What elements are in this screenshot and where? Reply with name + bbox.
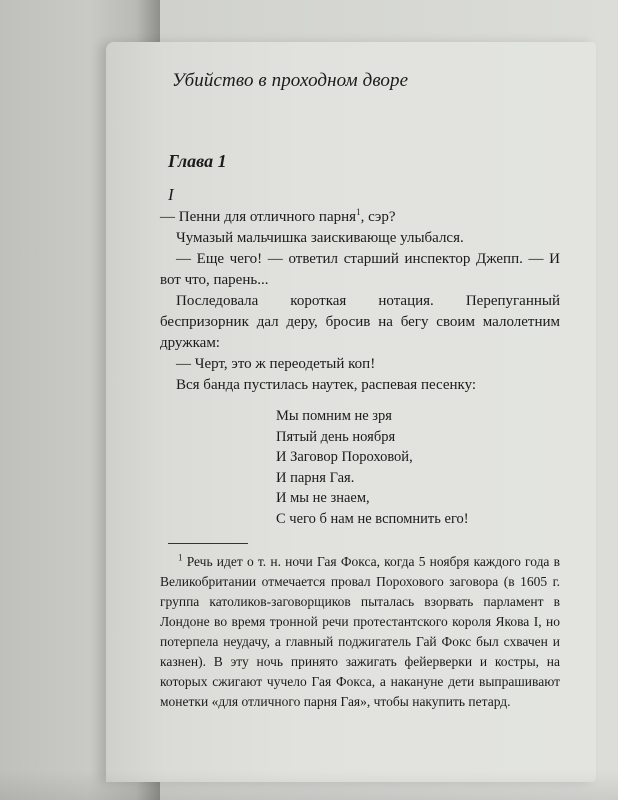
verse-line: И парня Гая. xyxy=(276,469,355,486)
verse-line: И мы не знаем, xyxy=(276,490,370,506)
verse-line: С чего б нам не вспомнить его! xyxy=(276,510,469,527)
bottom-shadow xyxy=(0,770,618,800)
verse-line: И Заговор Пороховой, xyxy=(276,449,413,465)
footnote-text: Речь идет о т. н. ночи Гая Фокса, когда 5 ноября каждого года в Великобритании отмечается провал Порохового заговора (в 1605 г. группа католиков-заговорщиков пыталась взорвать парламент в Лондоне во время тронной речи протестантского короля Якова I, но потерпела неудачу, а главный поджигатель Гай Фокс был схвачен и казнен). В эту ночь принято зажигать фейерверки и костры, на которых сжигают чучело Гая Фокса, а накануне дети выпрашивают монетки «для отличного парня Гая», чтобы накупить петард. xyxy=(160,554,560,709)
running-title: Убийство в проходном дворе xyxy=(172,70,409,91)
paragraph-1-tail: , сэр? xyxy=(360,209,396,225)
paragraph-1-text: — Пенни для отличного парня xyxy=(160,209,357,225)
verse xyxy=(276,406,560,529)
paragraph-5: — Черт, это ж переодетый коп! xyxy=(176,356,376,372)
footnote xyxy=(160,552,560,712)
page-content xyxy=(160,70,560,712)
paragraph-1 xyxy=(160,207,560,228)
footnote-divider xyxy=(168,543,248,544)
paragraph-3: — Еще чего! — ответил старший инспектор Джепп. — И вот что, парень... xyxy=(160,251,560,288)
chapter-heading: Глава 1 xyxy=(168,151,227,171)
verse-line: Мы помним не зря xyxy=(276,408,392,424)
footnote-ref: 1 xyxy=(356,207,361,217)
verse-line: Пятый день ноября xyxy=(276,428,396,445)
section-number: I xyxy=(168,185,174,204)
paragraph-4: Последовала короткая нотация. Перепуганный беспризорник дал деру, бросив на бегу своим малолетним дружкам: xyxy=(160,293,560,351)
paragraph-2: Чумазый мальчишка заискивающе улыбался. xyxy=(176,230,464,246)
footnote-marker: 1 xyxy=(178,552,183,563)
paragraph-6: Вся банда пустилась наутек, распевая песенку: xyxy=(176,377,477,393)
